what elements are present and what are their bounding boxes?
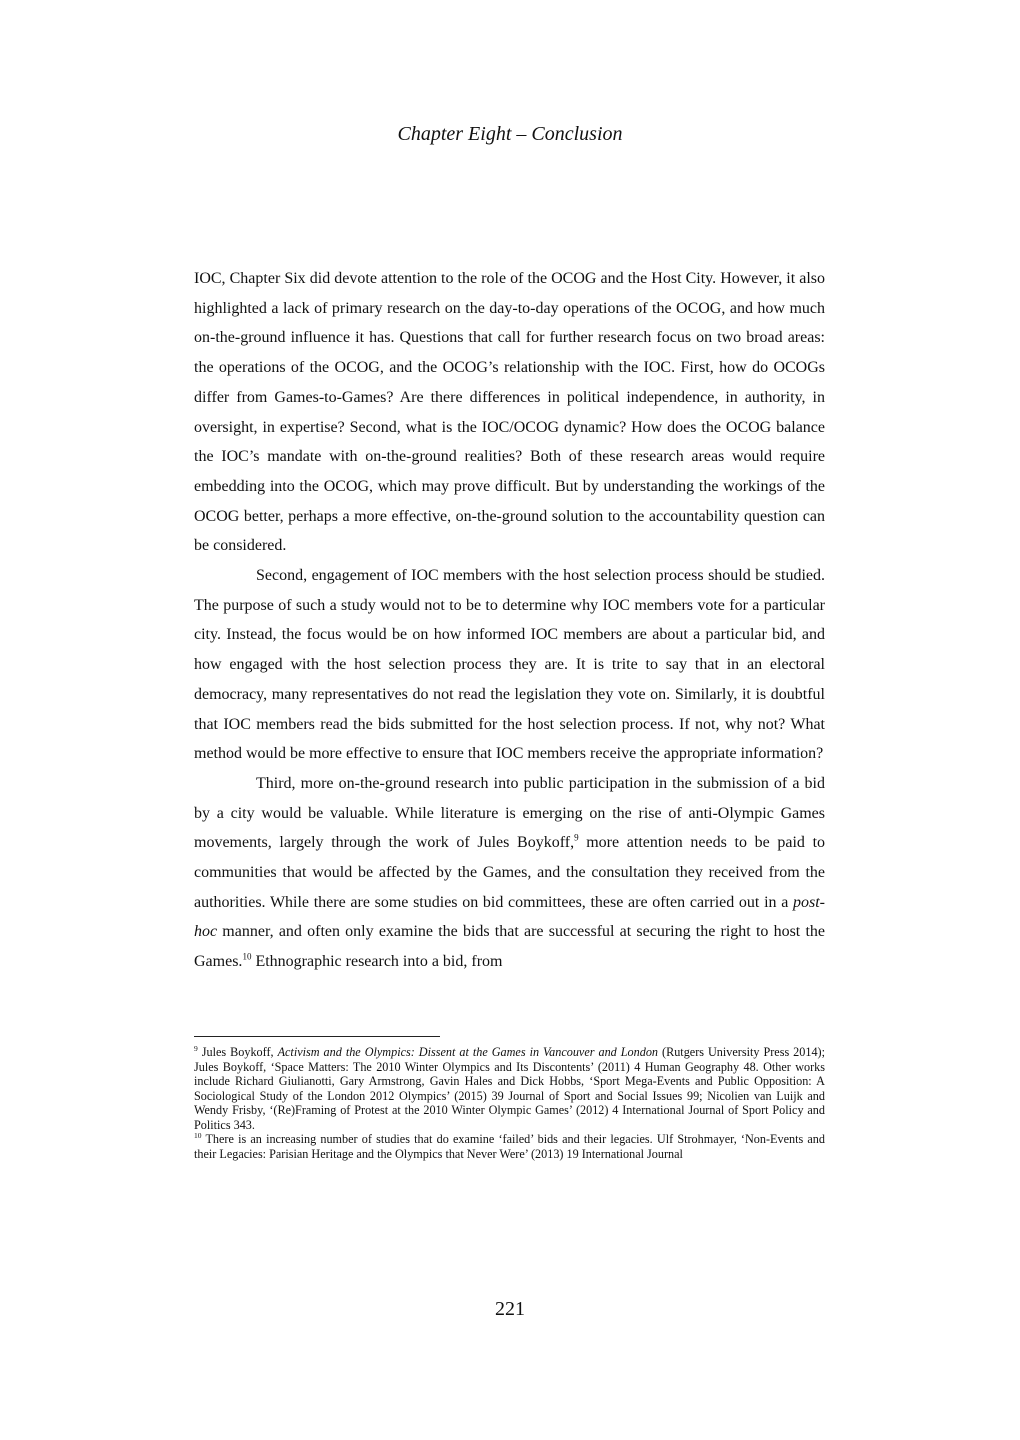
footnote-10 xyxy=(194,1132,825,1161)
footnote-10-text: There is an increasing number of studies that do examine ‘failed’ bids and their legacies. Ulf Strohmayer, ‘Non-Events and their Legacies: Parisian Heritage and the Olympics that Never Were’ (2013) 19 International Journal xyxy=(194,1132,825,1161)
paragraph-3-text-b: more attention needs to be paid to communities that would be affected by the Games, and the consultation they received from the authorities. While there are some studies on bid committees, these are often carried out in a xyxy=(194,834,826,911)
paragraph-3-text-a: Third, more on-the-ground research into public participation in the submission of a bid by a city would be valuable. While literature is emerging on the rise of anti-Olympic Games movements, largely through the work of Jules Boykoff, xyxy=(194,774,825,852)
running-header: Chapter Eight – Conclusion xyxy=(397,123,623,145)
paragraph-1: IOC, Chapter Six did devote attention to the role of the OCOG and the Host City. However, it also highlighted a lack of primary research on the day-to-day operations of the OCOG, and how much on-the-ground influence it has. Questions that call for further research focus on two broad areas: the operations of the OCOG, and the OCOG’s relationship with the IOC. First, how do OCOGs differ from Games-to-Games? Are there differences in political independence, in authority, in oversight, in expertise? Second, what is the IOC/OCOG dynamic? How does the OCOG balance the IOC’s mandate with on-the-ground realities? Both of these research areas would require embedding into the OCOG, which may prove difficult. But by understanding the workings of the OCOG better, perhaps a more effective, on-the-ground solution to the accountability question can be considered. xyxy=(194,270,825,555)
paragraph-2: Second, engagement of IOC members with the host selection process should be studied. The purpose of such a study would not to be to determine why IOC members vote for a particular city. Instead, the focus would be on how informed IOC members are about a particular bid, and how engaged with the host selection process they are. It is trite to say that in an electoral democracy, many representatives do not read the legislation they vote on. Similarly, it is doubtful that IOC members read the bids submitted for the host selection process. If not, why not? What method would be more effective to ensure that IOC members receive the appropriate information? xyxy=(194,567,825,763)
footnote-9-number: 9 xyxy=(194,1043,198,1053)
footnote-9-text-b: (Rutgers University Press 2014); Jules Boykoff, ‘Space Matters: The 2010 Winter Olympics and Its Discontents’ (2011) 4 Human Geography 48. Other works include Richard Giulianotti, Gary Armstrong, Gavin Hales and Dick Hobbs, ‘Sport Mega-Events and Public Opposition: A Sociological Study of the London 2012 Olympics’ (2015) 39 Journal of Sport and Social Issues 99; Nicolien van Luijk and Wendy Frisby, ‘(Re)Framing of Protest at the 2010 Winter Olympic Games’ (2012) 4 International Journal of Sport Policy and Politics 343. xyxy=(194,1045,826,1132)
page-number: 221 xyxy=(495,1298,525,1320)
paragraph-3-text-c: manner, and often only examine the bids that are successful at securing the right to host the Games. xyxy=(194,923,825,971)
footnote-9 xyxy=(194,1045,825,1132)
footnote-ref-10: 10 xyxy=(242,951,252,962)
footnote-ref-9: 9 xyxy=(574,833,579,844)
paragraph-3-italic: post-hoc xyxy=(194,893,825,941)
footnote-10-number: 10 xyxy=(194,1130,202,1140)
footnote-9-title: Activism and the Olympics: Dissent at the Games in Vancouver and London xyxy=(277,1045,659,1059)
paragraph-3 xyxy=(194,769,825,977)
footnote-9-text-a: Jules Boykoff, xyxy=(197,1045,278,1059)
paragraph-3-text-d: Ethnographic research into a bid, from xyxy=(251,953,503,971)
body-text xyxy=(194,264,825,977)
footnote-divider xyxy=(194,1036,440,1037)
footnotes xyxy=(194,1045,825,1161)
